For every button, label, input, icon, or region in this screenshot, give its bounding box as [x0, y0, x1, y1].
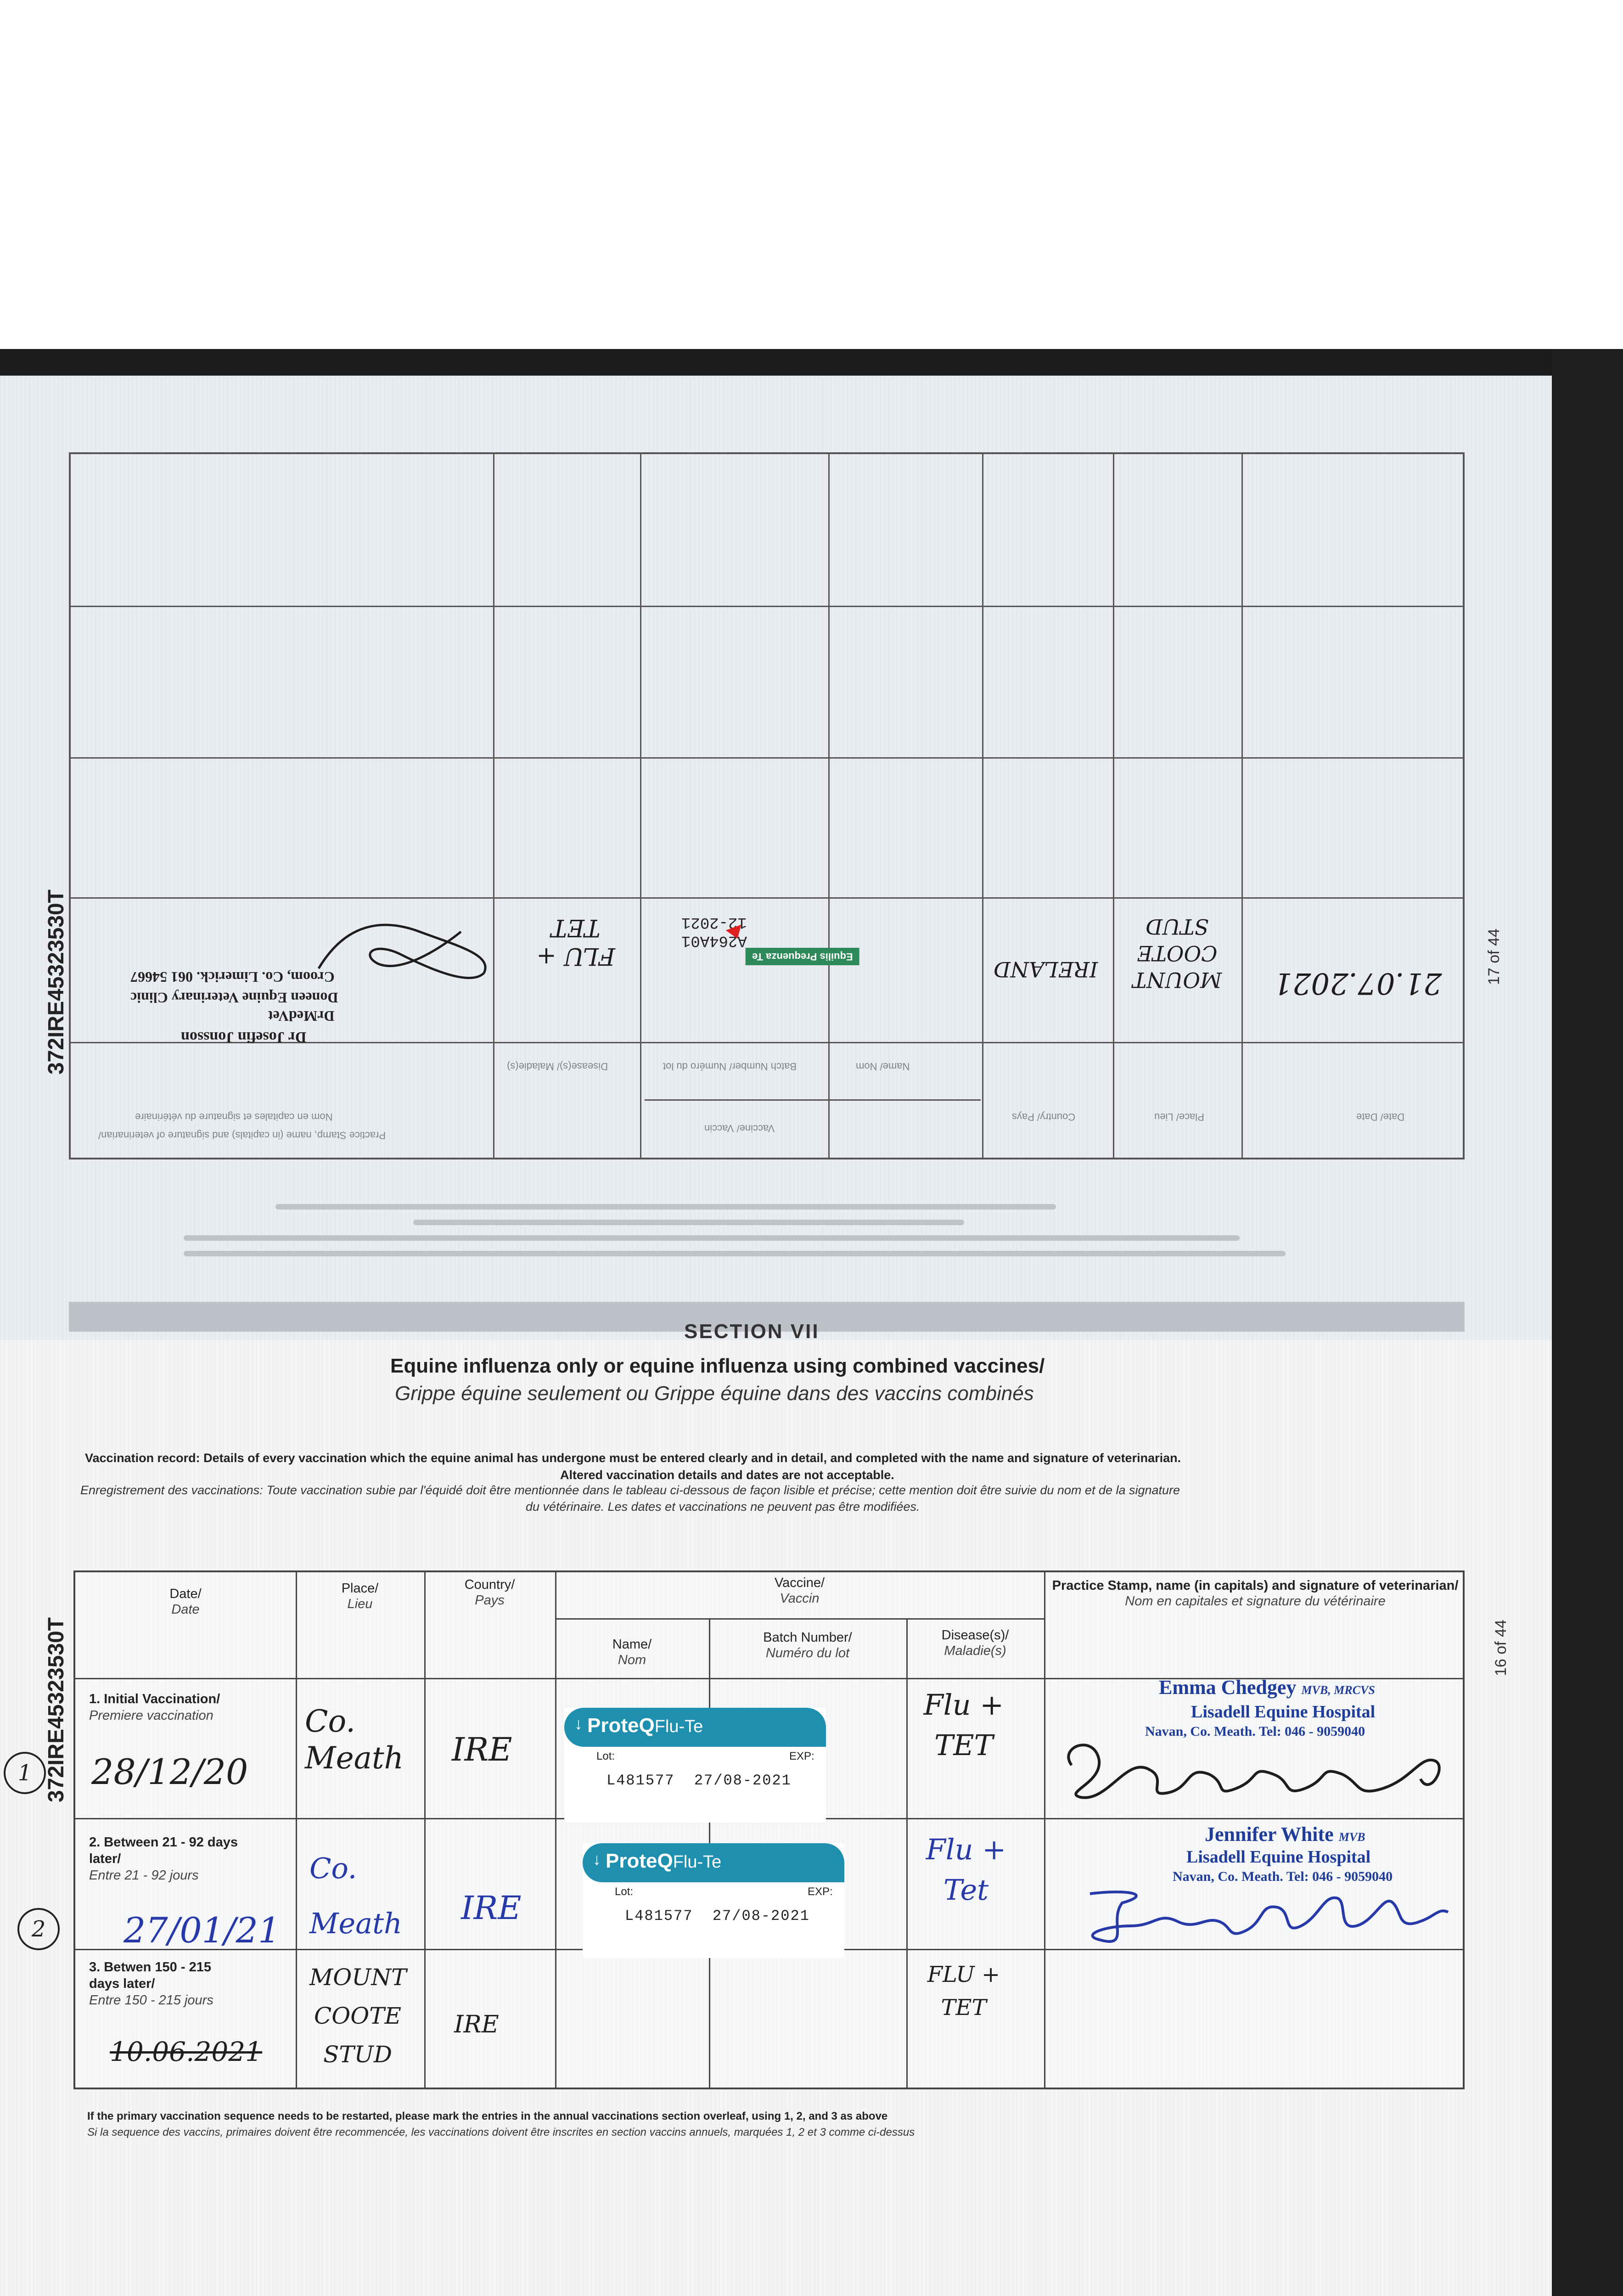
header-name-fr: Nom: [618, 1653, 646, 1667]
footer-note: If the primary vaccination sequence needs to be restarted, please mark the entries in the annual vaccinations section overleaf, using 1, 2, and 3 as above: [87, 2110, 888, 2122]
header-date-label: Date/: [169, 1587, 202, 1601]
row-1-date: 28/12/20: [91, 1751, 248, 1792]
header-country-label: Country/: [464, 1577, 515, 1592]
grid-line: [296, 1572, 297, 2088]
sticker-lot-expiry: [607, 1772, 792, 1789]
row-2-country: IRE: [461, 1889, 522, 1927]
header-country: [424, 1577, 555, 1608]
upper-header-country: Country/ Pays: [1012, 1111, 1076, 1123]
row-3-label-fr: Entre 150 - 215 jours: [89, 1993, 213, 2008]
row-3-country: IRE: [454, 2011, 499, 2038]
grid-line: [424, 1572, 426, 2088]
row-2-label: [89, 1834, 245, 1884]
row-1-vet-name: [1159, 1676, 1375, 1699]
sticker-exp-label: EXP:: [789, 1750, 814, 1762]
sticker-lot-label: Lot:: [615, 1885, 634, 1898]
row-2-place: Co. Meath: [309, 1851, 402, 1940]
upper-header-vaccine: Vaccine/ Vaccin: [704, 1123, 775, 1134]
row-1-label-en: 1. Initial Vaccination/: [89, 1692, 220, 1706]
row-2-vet-address: Navan, Co. Meath. Tel: 046 - 9059040: [1173, 1869, 1393, 1884]
header-batch-label: Batch Number/: [763, 1630, 852, 1645]
upper-equilis-label: Equilis Prequenza Te: [746, 948, 859, 965]
row-1-vet-address: Navan, Co. Meath. Tel: 046 - 9059040: [1145, 1724, 1365, 1739]
vaccination-table: [73, 1570, 1465, 2089]
sticker-lot-number: L481577: [607, 1772, 675, 1789]
arrow-down-icon: ↓: [593, 1850, 601, 1868]
header-batch: [709, 1630, 906, 1661]
row-1-vet-hospital: Lisadell Equine Hospital: [1191, 1702, 1376, 1722]
row-2-vet-quals: MVB: [1338, 1830, 1365, 1844]
upper-signature-icon: [309, 913, 502, 987]
header-vaccine-fr: Vaccin: [780, 1591, 820, 1606]
grid-line: [71, 897, 1463, 899]
header-vaccine: [555, 1575, 1044, 1606]
upper-entry-country: IRELAND: [994, 957, 1098, 982]
upper-header-disease: Disease(s)/ Maladie(s): [507, 1061, 608, 1072]
header-name-label: Name/: [612, 1637, 652, 1652]
header-stamp: [1044, 1578, 1466, 1609]
sticker-expiry: 27/08-2021: [694, 1772, 792, 1789]
upper-header-place: Place/ Lieu: [1154, 1111, 1204, 1123]
row-1-label-fr: Premiere vaccination: [89, 1708, 213, 1723]
row-2-date: 27/01/21: [124, 1910, 281, 1951]
identifier-lower: 372IRE45323530T: [44, 1617, 68, 1802]
page-number-upper: 17 of 44: [1485, 929, 1503, 985]
header-date-fr: Date: [171, 1602, 200, 1617]
sticker-product-name: Flu-Te: [673, 1852, 722, 1872]
grid-line: [1113, 454, 1114, 1158]
row-2-vet-name: [1205, 1823, 1365, 1846]
row-1-label: [89, 1691, 220, 1724]
upper-header-stamp: Practice Stamp, name (in capitals) and signature of veterinarian/: [98, 1130, 386, 1141]
sequence-marker-2: 2: [17, 1908, 60, 1950]
grid-line: [1044, 1572, 1045, 2088]
grid-line: [493, 454, 494, 1158]
passport-cover-right: [1552, 349, 1623, 2296]
row-2-signature-icon: [1062, 1875, 1457, 1953]
upper-vaccination-table: [69, 452, 1465, 1159]
row-1-disease: Flu + TET: [923, 1688, 1004, 1762]
upper-entry-disease: FLU + TET: [536, 914, 615, 970]
header-vaccine-label: Vaccine/: [774, 1576, 825, 1590]
sticker-band: [564, 1708, 826, 1747]
header-batch-fr: Numéro du lot: [765, 1646, 850, 1660]
upper-entry-date: 21.07.2021: [1274, 966, 1442, 1000]
identifier-upper: 372IRE45323530T: [44, 889, 68, 1075]
upper-clinic-name: Doneen Equine Veterinary Clinic: [130, 990, 338, 1006]
sticker-band: [583, 1843, 844, 1882]
header-disease: [906, 1627, 1044, 1659]
grid-line: [906, 1618, 908, 2088]
header-date: [75, 1586, 296, 1617]
sticker-brand-name: ProteQ: [587, 1714, 655, 1737]
grid-line: [1241, 454, 1243, 1158]
row-3-date: 10.06.2021: [110, 2036, 263, 2067]
upper-clinic-address: Croom, Co. Limerick. 061 54667: [130, 969, 335, 985]
row-2-vet-name-text: Jennifer White: [1205, 1823, 1334, 1846]
page-title: Equine influenza only or equine influenza using combined vaccines/: [390, 1355, 1045, 1377]
arrow-down-icon: ↓: [574, 1714, 583, 1733]
grid-line: [645, 1099, 981, 1101]
row-2-vet-hospital: Lisadell Equine Hospital: [1186, 1847, 1371, 1867]
row-2-label-en: 2. Between 21 - 92 days later/: [89, 1835, 238, 1866]
upper-vet-name: Dr Josefin Jonsson: [181, 1029, 307, 1046]
header-disease-label: Disease(s)/: [941, 1628, 1009, 1643]
page-title-fr: Grippe équine seulement ou Grippe équine dans des vaccins combinés: [395, 1382, 1034, 1405]
section-heading: SECTION VII: [684, 1320, 820, 1343]
header-name: [555, 1637, 709, 1668]
sticker-lot-expiry: [625, 1908, 810, 1925]
header-country-fr: Pays: [475, 1593, 505, 1608]
upper-batch-expiry: 12-2021: [681, 913, 747, 931]
header-disease-fr: Maladie(s): [944, 1643, 1006, 1658]
row-2-vaccine-sticker: [583, 1843, 844, 1958]
grid-line: [828, 454, 830, 1158]
row-3-disease: FLU + TET: [927, 1962, 1000, 2020]
row-1-vaccine-sticker: [564, 1708, 826, 1823]
header-place: [296, 1581, 424, 1612]
header-stamp-fr: Nom en capitales et signature du vétérinaire: [1125, 1594, 1386, 1609]
row-1-vet-quals: MVB, MRCVS: [1301, 1683, 1375, 1697]
record-note: Vaccination record: Details of every vaccination which the equine animal has undergone must be entered clearly and in detail, and completed with the name and signature of veterinarian.: [85, 1451, 1181, 1465]
sticker-brand-name: ProteQ: [606, 1850, 673, 1872]
header-place-label: Place/: [341, 1581, 379, 1596]
sticker-product-name: Flu-Te: [654, 1717, 703, 1736]
header-stamp-label: Practice Stamp, name (in capitals) and signature of veterinarian/: [1052, 1578, 1459, 1593]
grid-line: [555, 1618, 1044, 1620]
row-1-vet-name-text: Emma Chedgey: [1159, 1676, 1297, 1699]
upper-entry-place: MOUNT COOTE STUD: [1132, 914, 1222, 992]
row-3-label-en: 3. Betwen 150 - 215 days later/: [89, 1960, 211, 1991]
row-1-signature-icon: [1053, 1728, 1466, 1806]
record-note-fr-cont: du vétérinaire. Les dates et vaccinations ne peuvent pas être modifiées.: [526, 1500, 920, 1514]
upper-batch-number: A264A01: [681, 932, 747, 949]
upper-header-batch: Batch Number/ Numéro du lot: [663, 1061, 797, 1072]
sticker-lot-number: L481577: [625, 1908, 693, 1925]
page-number-lower: 16 of 44: [1492, 1620, 1510, 1676]
upper-header-stamp-fr: Nom en capitales et signature du vétérinaire: [135, 1111, 333, 1123]
sticker-exp-label: EXP:: [808, 1885, 833, 1898]
upper-page-blurred-text: [184, 1194, 1286, 1266]
header-place-fr: Lieu: [347, 1597, 373, 1611]
sticker-brand: [606, 1850, 721, 1873]
record-note-altered: Altered vaccination details and dates are not acceptable.: [560, 1468, 894, 1482]
scan-margin: [0, 0, 1623, 349]
row-3-place: MOUNT COOTE STUD: [309, 1964, 407, 2068]
grid-line: [71, 757, 1463, 759]
grid-line: [640, 454, 641, 1158]
grid-line: [982, 454, 983, 1158]
sticker-lot-label: Lot:: [596, 1750, 615, 1762]
row-2-label-fr: Entre 21 - 92 jours: [89, 1868, 199, 1883]
footer-note-fr: Si la sequence des vaccins, primaires doivent être recommencée, les vaccinations doivent être inscrites en section vaccins annuels, marquées 1, 2 et 3 comme ci-dessus: [87, 2126, 915, 2138]
sticker-expiry: 27/08-2021: [712, 1908, 810, 1925]
row-1-place: Co. Meath: [305, 1704, 404, 1776]
passport-cover-edge: [0, 349, 1623, 377]
sequence-marker-1: 1: [4, 1752, 46, 1794]
upper-vet-quals: DrMedVet: [268, 1008, 335, 1024]
grid-line: [71, 606, 1463, 607]
row-3-label: [89, 1959, 236, 2009]
row-1-country: IRE: [452, 1731, 512, 1768]
sticker-brand: [587, 1714, 703, 1737]
upper-header-name: Name/ Nom: [856, 1061, 910, 1072]
row-2-disease: Flu + Tet: [926, 1833, 1006, 1907]
upper-header-date: Date/ Date: [1356, 1111, 1405, 1123]
record-note-fr: Enregistrement des vaccinations: Toute vaccination subie par l'équidé doit être mentionnée dans le tableau ci-dessous de façon lisible et précise; cette mention doit être suivie du nom et de la signature: [80, 1483, 1180, 1497]
